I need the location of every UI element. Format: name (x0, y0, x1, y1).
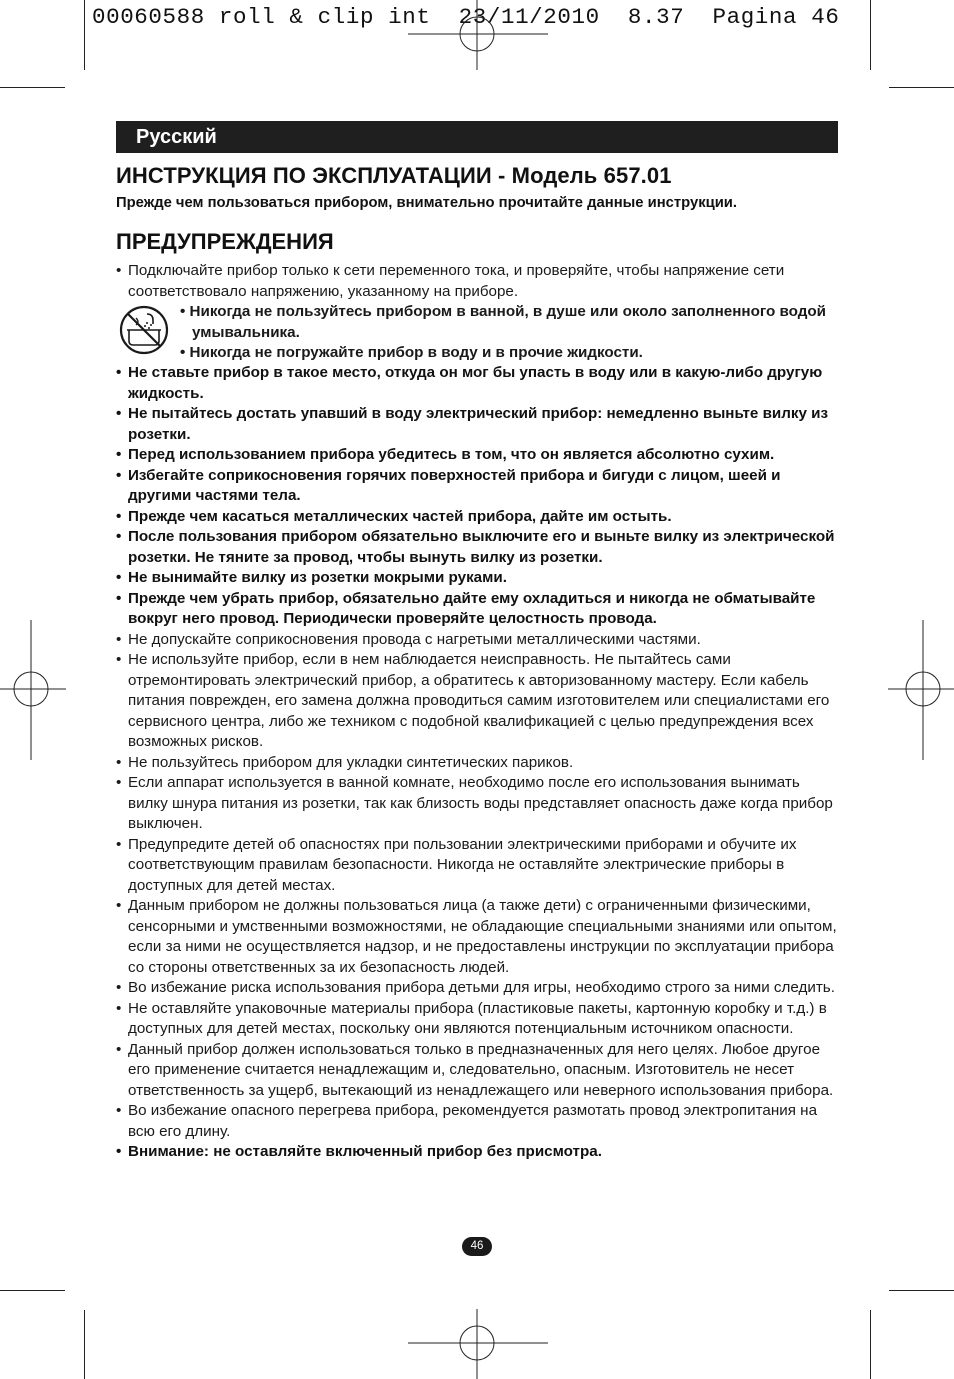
warnings-list (116, 261, 840, 1163)
warning-item: • Во избежание опасного перегрева прибора, рекомендуется размотать провод электропитания на всю его длину. (116, 1101, 840, 1142)
crop-mark (84, 0, 85, 70)
water-warning-line: • Никогда не погружайте прибор в воду и в прочие жидкости. (180, 344, 643, 361)
page-number-badge: 46 (462, 1237, 492, 1256)
warning-item: • Не вынимайте вилку из розетки мокрыми руками. (116, 568, 840, 589)
warning-item: • Не допускайте соприкосновения провода с нагретыми металлическими частями. (116, 630, 840, 651)
warning-item: • Внимание: не оставляйте включенный прибор без присмотра. (116, 1142, 840, 1163)
language-bar: Русский (116, 121, 838, 153)
warning-item: • Если аппарат используется в ванной комнате, необходимо после его использования вынимать вилку шнура питания из розетки, так как близость воды представляет опасность даже когда прибор выключен. (116, 773, 840, 835)
warning-item: • После пользования прибором обязательно выключите его и выньте вилку из электрической розетки. Не тяните за провод, чтобы вынуть вилку из розетки. (116, 527, 840, 568)
document-title: ИНСТРУКЦИЯ ПО ЭКСПЛУАТАЦИИ - Модель 657.01 (116, 163, 672, 188)
warning-item: • Не используйте прибор, если в нем наблюдается неисправность. Не пытайтесь сами отремонтировать электрический прибор, а обратитесь к авторизованному мастеру. Если кабель питания поврежден, его замена должна проводиться самим изготовителем или специалистами его сервисного центра, либо же техником с подобной квалификацией с целью предупреждения всех возможных рисков. (116, 650, 840, 753)
registration-mark-top (408, 0, 548, 70)
warnings-heading: ПРЕДУПРЕЖДЕНИЯ (116, 229, 334, 254)
warning-item: • Подключайте прибор только к сети переменного тока, и проверяйте, чтобы напряжение сети соответствовало напряжению, указанному на приборе. (116, 261, 840, 302)
document-subtitle: Прежде чем пользоваться прибором, внимательно прочитайте данные инструкции. (116, 195, 738, 211)
crop-mark (889, 1290, 954, 1291)
crop-mark (84, 1310, 85, 1379)
warning-item: • Не ставьте прибор в такое место, откуда он мог бы упасть в воду или в какую-либо другую жидкость. (116, 363, 840, 404)
warning-item: • Прежде чем касаться металлических частей прибора, дайте им остыть. (116, 507, 840, 528)
registration-mark-right (888, 620, 954, 760)
water-warning-block (116, 302, 840, 363)
warning-item: • Перед использованием прибора убедитесь в том, что он является абсолютно сухим. (116, 445, 840, 466)
warning-item: • Не пытайтесь достать упавший в воду электрический прибор: немедленно выньте вилку из розетки. (116, 404, 840, 445)
no-water-icon (118, 304, 170, 356)
warning-item: • Предупредите детей об опасностях при пользовании электрическими приборами и обучите их соответствующим правилам безопасности. Никогда не оставляйте электрические приборы в доступных для детей местах. (116, 835, 840, 897)
warning-item: • Во избежание риска использования прибора детьми для игры, необходимо строго за ними следить. (116, 978, 840, 999)
crop-mark (0, 87, 65, 88)
crop-mark (889, 87, 954, 88)
registration-mark-bottom (408, 1309, 548, 1379)
registration-mark-left (0, 620, 66, 760)
warning-item: • Данным прибором не должны пользоваться лица (а также дети) с ограниченными физическими, сенсорными и умственными возможностями, не обладающие специальными знаниями или опытом, если за ними не осуществляется надзор, и не предоставлены инструкции по эксплуатации прибора со стороны ответственных за их безопасность людей. (116, 896, 840, 978)
crop-mark (870, 1310, 871, 1379)
warning-item: • Не оставляйте упаковочные материалы прибора (пластиковые пакеты, картонную коробку и т.д.) в доступных для детей местах, поскольку они являются потенциальным источником опасности. (116, 999, 840, 1040)
crop-mark (0, 1290, 65, 1291)
warning-item: • Прежде чем убрать прибор, обязательно дайте ему охладиться и никогда не обматывайте вокруг него провод. Периодически проверяйте целостность провода. (116, 589, 840, 630)
print-header: 00060588 roll & clip int 23/11/2010 8.37 Pagina 46 (92, 4, 840, 30)
warning-item: • Избегайте соприкосновения горячих поверхностей прибора и бигуди с лицом, шеей и другими частями тела. (116, 466, 840, 507)
warning-item: • Данный прибор должен использоваться только в предназначенных для него целях. Любое другое его применение считается ненадлежащим и, следовательно, опасным. Изготовитель не несет ответственность за ущерб, вытекающий из ненадлежащего или неверного использования прибора. (116, 1040, 840, 1102)
crop-mark (870, 0, 871, 70)
water-warning-line: • Никогда не пользуйтесь прибором в ванной, в душе или около заполненного водой умывальника. (180, 303, 826, 341)
warning-item: • Не пользуйтесь прибором для укладки синтетических париков. (116, 753, 840, 774)
